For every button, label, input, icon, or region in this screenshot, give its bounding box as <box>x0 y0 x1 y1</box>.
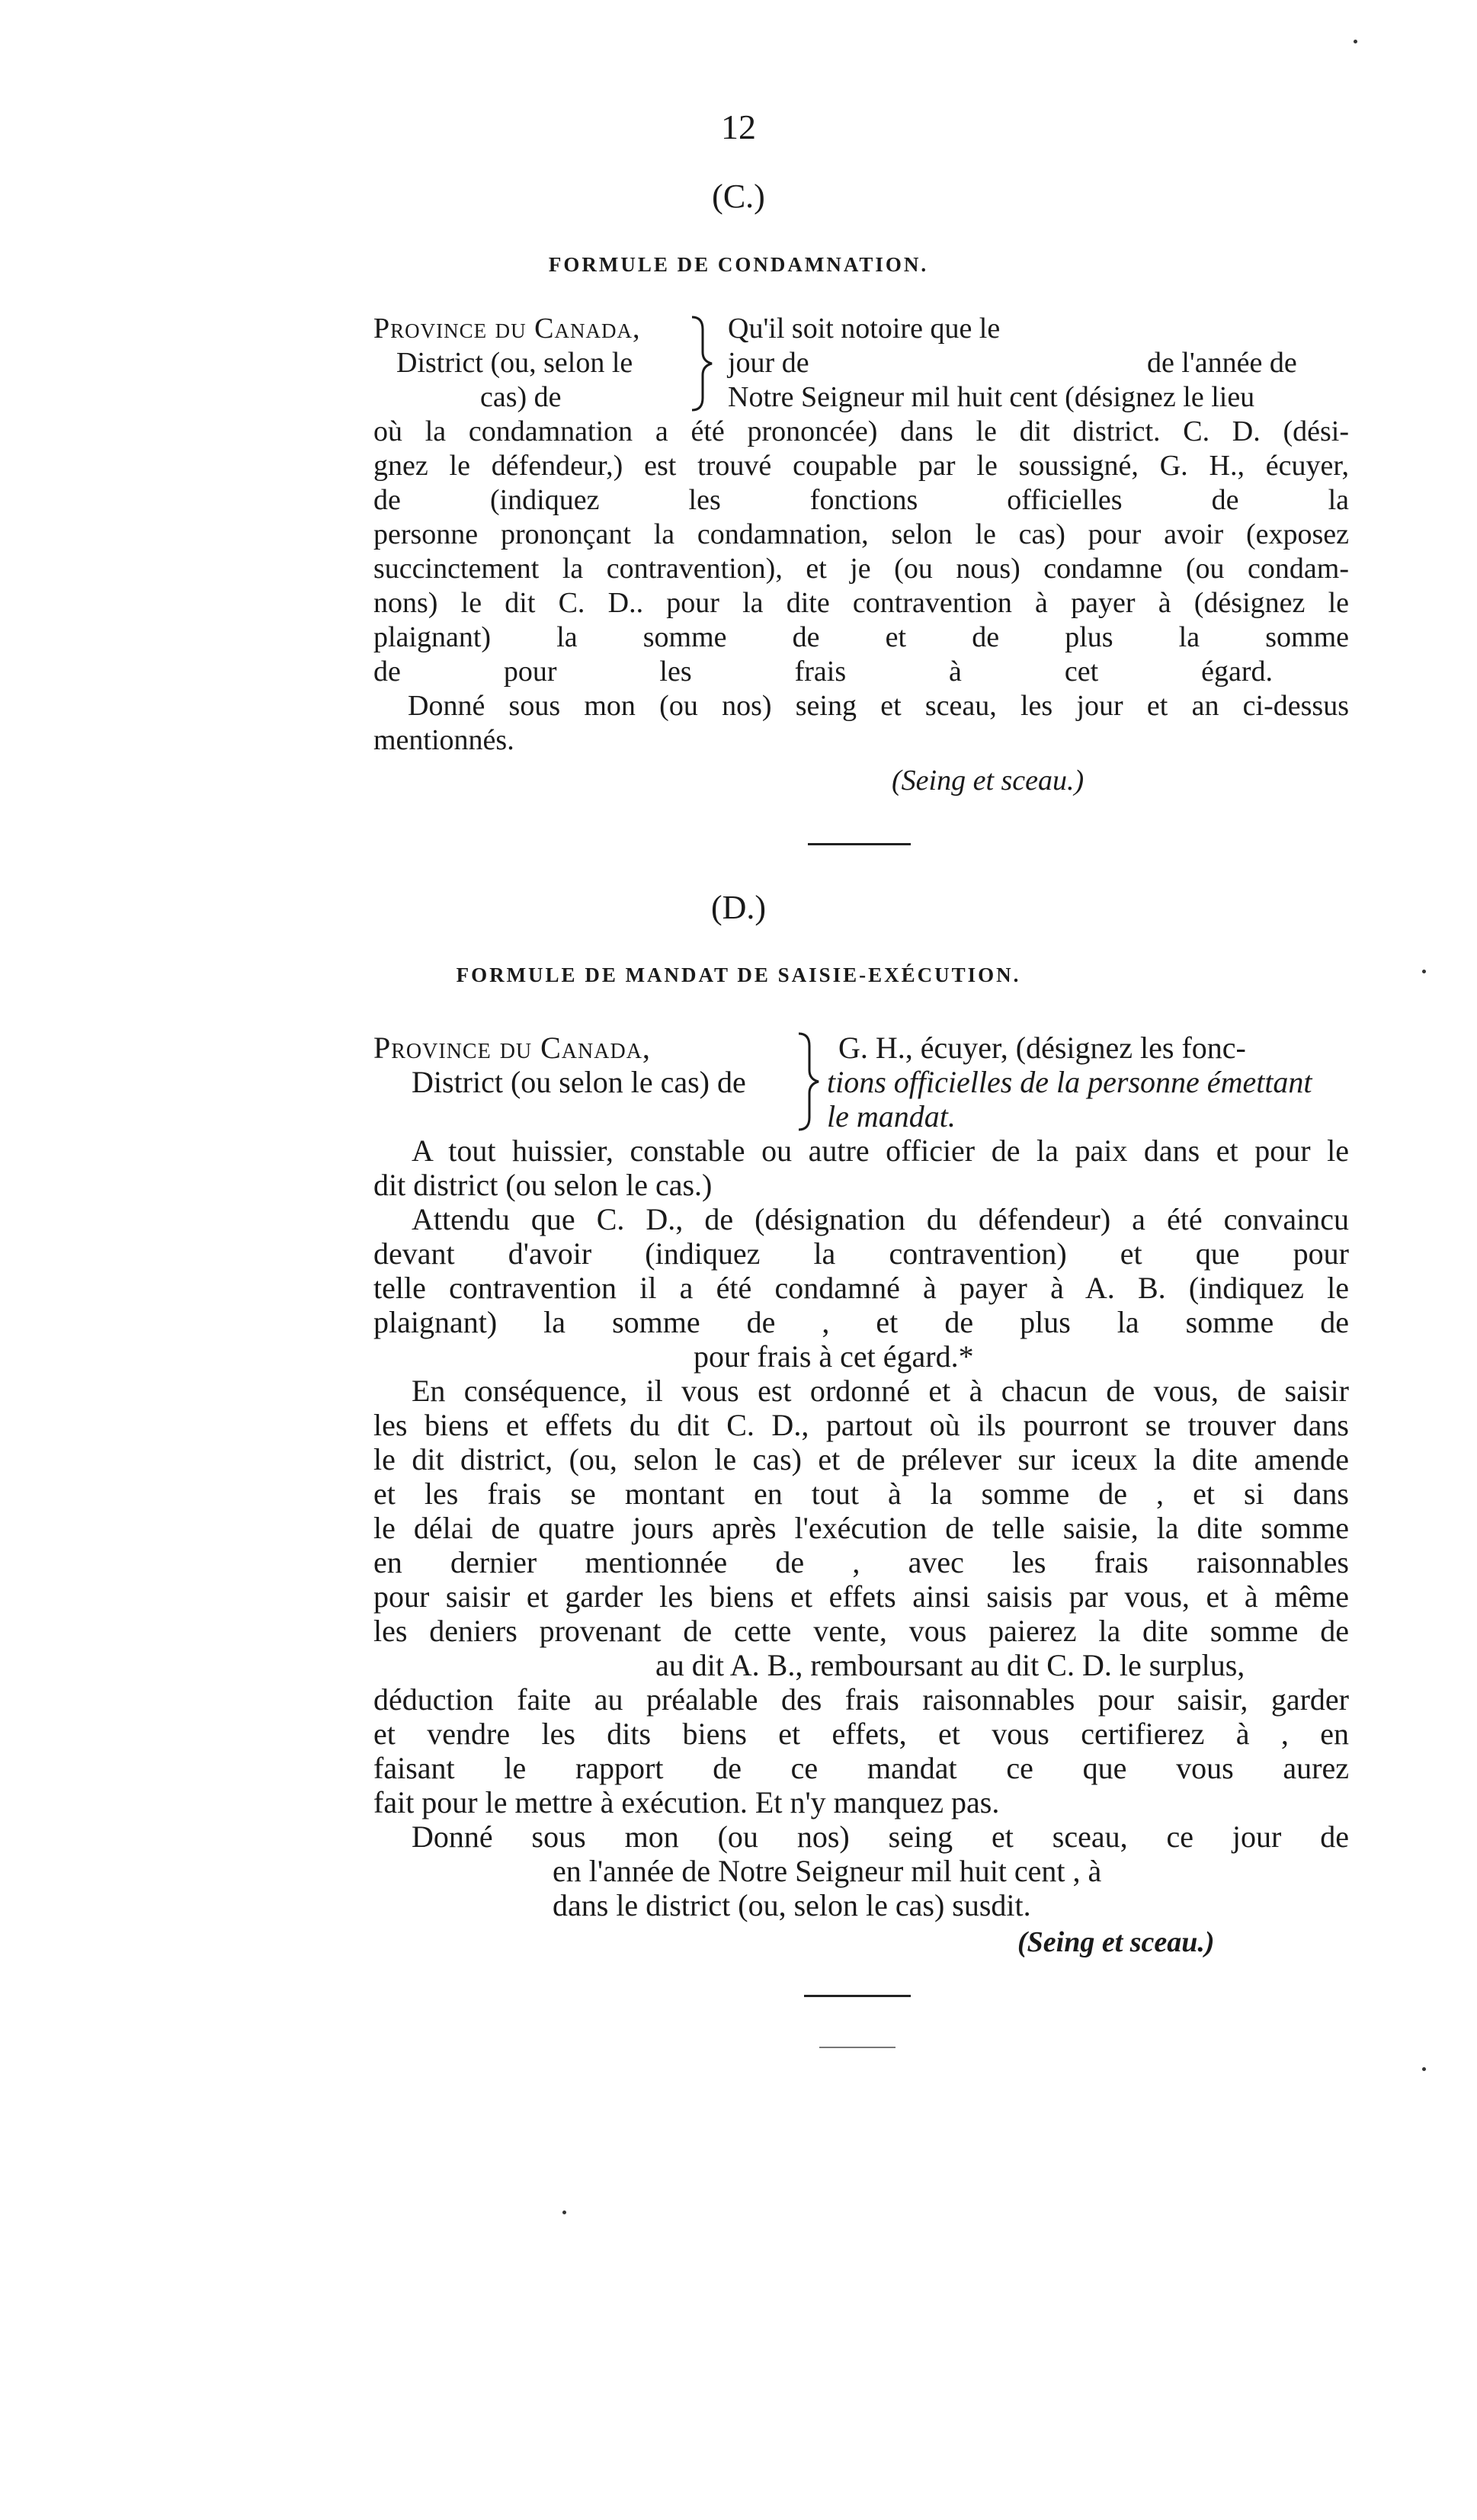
section-c-header-left-1: Province du Canada, <box>373 313 641 345</box>
section-d-body-20: fait pour le mettre à exécution. Et n'y manquez pas. <box>373 1785 1000 1819</box>
section-d-body-7: pour frais à cet égard.* <box>694 1339 974 1374</box>
section-d-body-19: faisant le rapport de ce mandat ce que vous aurez <box>373 1751 1349 1785</box>
section-d-body-15: les deniers provenant de cette vente, vous paierez la dite somme de <box>373 1614 1349 1648</box>
section-c-header-right-1: Qu'il soit notoire que le <box>728 313 1001 345</box>
speck <box>1422 970 1426 973</box>
section-c-header-right-3: Notre Seigneur mil huit cent (désignez le lieu <box>728 381 1255 413</box>
section-d-header-right-3: le mandat. <box>827 1099 956 1133</box>
section-c-closing-1: Donné sous mon (ou nos) seing et sceau, les jour et an ci-dessus <box>408 690 1349 722</box>
section-c-letter: (C.) <box>712 178 765 215</box>
section-c-body-4: personne prononçant la condamnation, selon le cas) pour avoir (exposez <box>373 518 1349 550</box>
section-c-header-right-2b: de l'année de <box>1147 347 1297 379</box>
section-d-letter: (D.) <box>710 889 767 926</box>
section-d-body-3: Attendu que C. D., de (désignation du défendeur) a été convaincu <box>412 1202 1349 1236</box>
section-c-body-2: gnez le défendeur,) est trouvé coupable par le soussigné, G. H., écuyer, <box>373 450 1349 482</box>
section-d-body-5: telle contravention il a été condamné à payer à A. B. (indiquez le <box>373 1271 1349 1305</box>
section-c-header-right-2a: jour de <box>728 347 809 379</box>
section-d-body-2: dit district (ou selon le cas.) <box>373 1168 713 1202</box>
end-rule <box>804 1995 911 1997</box>
section-c-header-left-3: cas) de <box>480 381 562 413</box>
section-c-body-1: où la condamnation a été prononcée) dans le dit district. C. D. (dési- <box>373 415 1349 447</box>
section-d-body-13: en dernier mentionnée de , avec les frais raisonnables <box>373 1545 1349 1579</box>
section-d-body-21: Donné sous mon (ou nos) seing et sceau, ce jour de <box>412 1819 1349 1854</box>
section-c-body-7: plaignant) la somme de et de plus la somme <box>373 621 1349 653</box>
section-d-body-6: plaignant) la somme de , et de plus la somme de <box>373 1305 1349 1339</box>
section-d-body-17: déduction faite au préalable des frais raisonnables pour saisir, garder <box>373 1682 1349 1717</box>
section-d-body-12: le délai de quatre jours après l'exécution de telle saisie, la dite somme <box>373 1511 1349 1545</box>
section-d-body-4: devant d'avoir (indiquez la contravention) et que pour <box>373 1236 1349 1271</box>
section-d-body-22: en l'année de Notre Seigneur mil huit cent , à <box>553 1854 1102 1888</box>
section-divider <box>808 843 911 845</box>
section-c-signature: (Seing et sceau.) <box>892 765 1085 797</box>
section-c-brace-icon <box>686 314 716 413</box>
section-d-header-right-1: G. H., écuyer, (désignez les fonc- <box>838 1031 1246 1065</box>
section-c-body-5: succinctement la contravention), et je (ou nous) condamne (ou condam- <box>373 553 1349 585</box>
section-d-body-1: A tout huissier, constable ou autre officier de la paix dans et pour le <box>412 1133 1349 1168</box>
section-d-body-18: et vendre les dits biens et effets, et vous certifierez à , en <box>373 1717 1349 1751</box>
section-d-body-10: le dit district, (ou, selon le cas) et de prélever sur iceux la dite amende <box>373 1442 1349 1476</box>
section-d-body-8: En conséquence, il vous est ordonné et à chacun de vous, de saisir <box>412 1374 1349 1408</box>
end-mark <box>819 2047 895 2048</box>
section-d-title: FORMULE DE MANDAT DE SAISIE-EXÉCUTION. <box>456 963 1021 986</box>
section-d-body-16: au dit A. B., remboursant au dit C. D. le surplus, <box>655 1648 1245 1682</box>
section-c-header-left-2: District (ou, selon le <box>396 347 633 379</box>
section-d-brace-icon <box>793 1031 823 1133</box>
speck <box>562 2211 566 2214</box>
section-d-header-left-1: Province du Canada, <box>373 1031 651 1065</box>
section-c-closing-2: mentionnés. <box>373 724 514 756</box>
section-c-body-8: de pour les frais à cet égard. <box>373 656 1273 688</box>
page-number: 12 <box>721 107 756 146</box>
section-c-body-6: nons) le dit C. D.. pour la dite contravention à payer à (désignez le <box>373 587 1349 619</box>
section-d-signature: (Seing et sceau.) <box>1017 1926 1215 1958</box>
speck <box>1422 2067 1426 2071</box>
section-d-body-11: et les frais se montant en tout à la somme de , et si dans <box>373 1476 1349 1511</box>
section-c-title: FORMULE DE CONDAMNATION. <box>548 253 929 276</box>
section-c-body-3: de (indiquez les fonctions officielles de la <box>373 484 1349 516</box>
section-d-body-23: dans le district (ou, selon le cas) susdit. <box>553 1888 1031 1922</box>
section-d-header-left-2: District (ou selon le cas) de <box>412 1065 746 1099</box>
section-d-body-9: les biens et effets du dit C. D., partout où ils pourront se trouver dans <box>373 1408 1349 1442</box>
section-d-body-14: pour saisir et garder les biens et effets ainsi saisis par vous, et à même <box>373 1579 1349 1614</box>
section-d-header-right-2: tions officielles de la personne émettant <box>827 1065 1312 1099</box>
speck <box>1354 40 1357 43</box>
